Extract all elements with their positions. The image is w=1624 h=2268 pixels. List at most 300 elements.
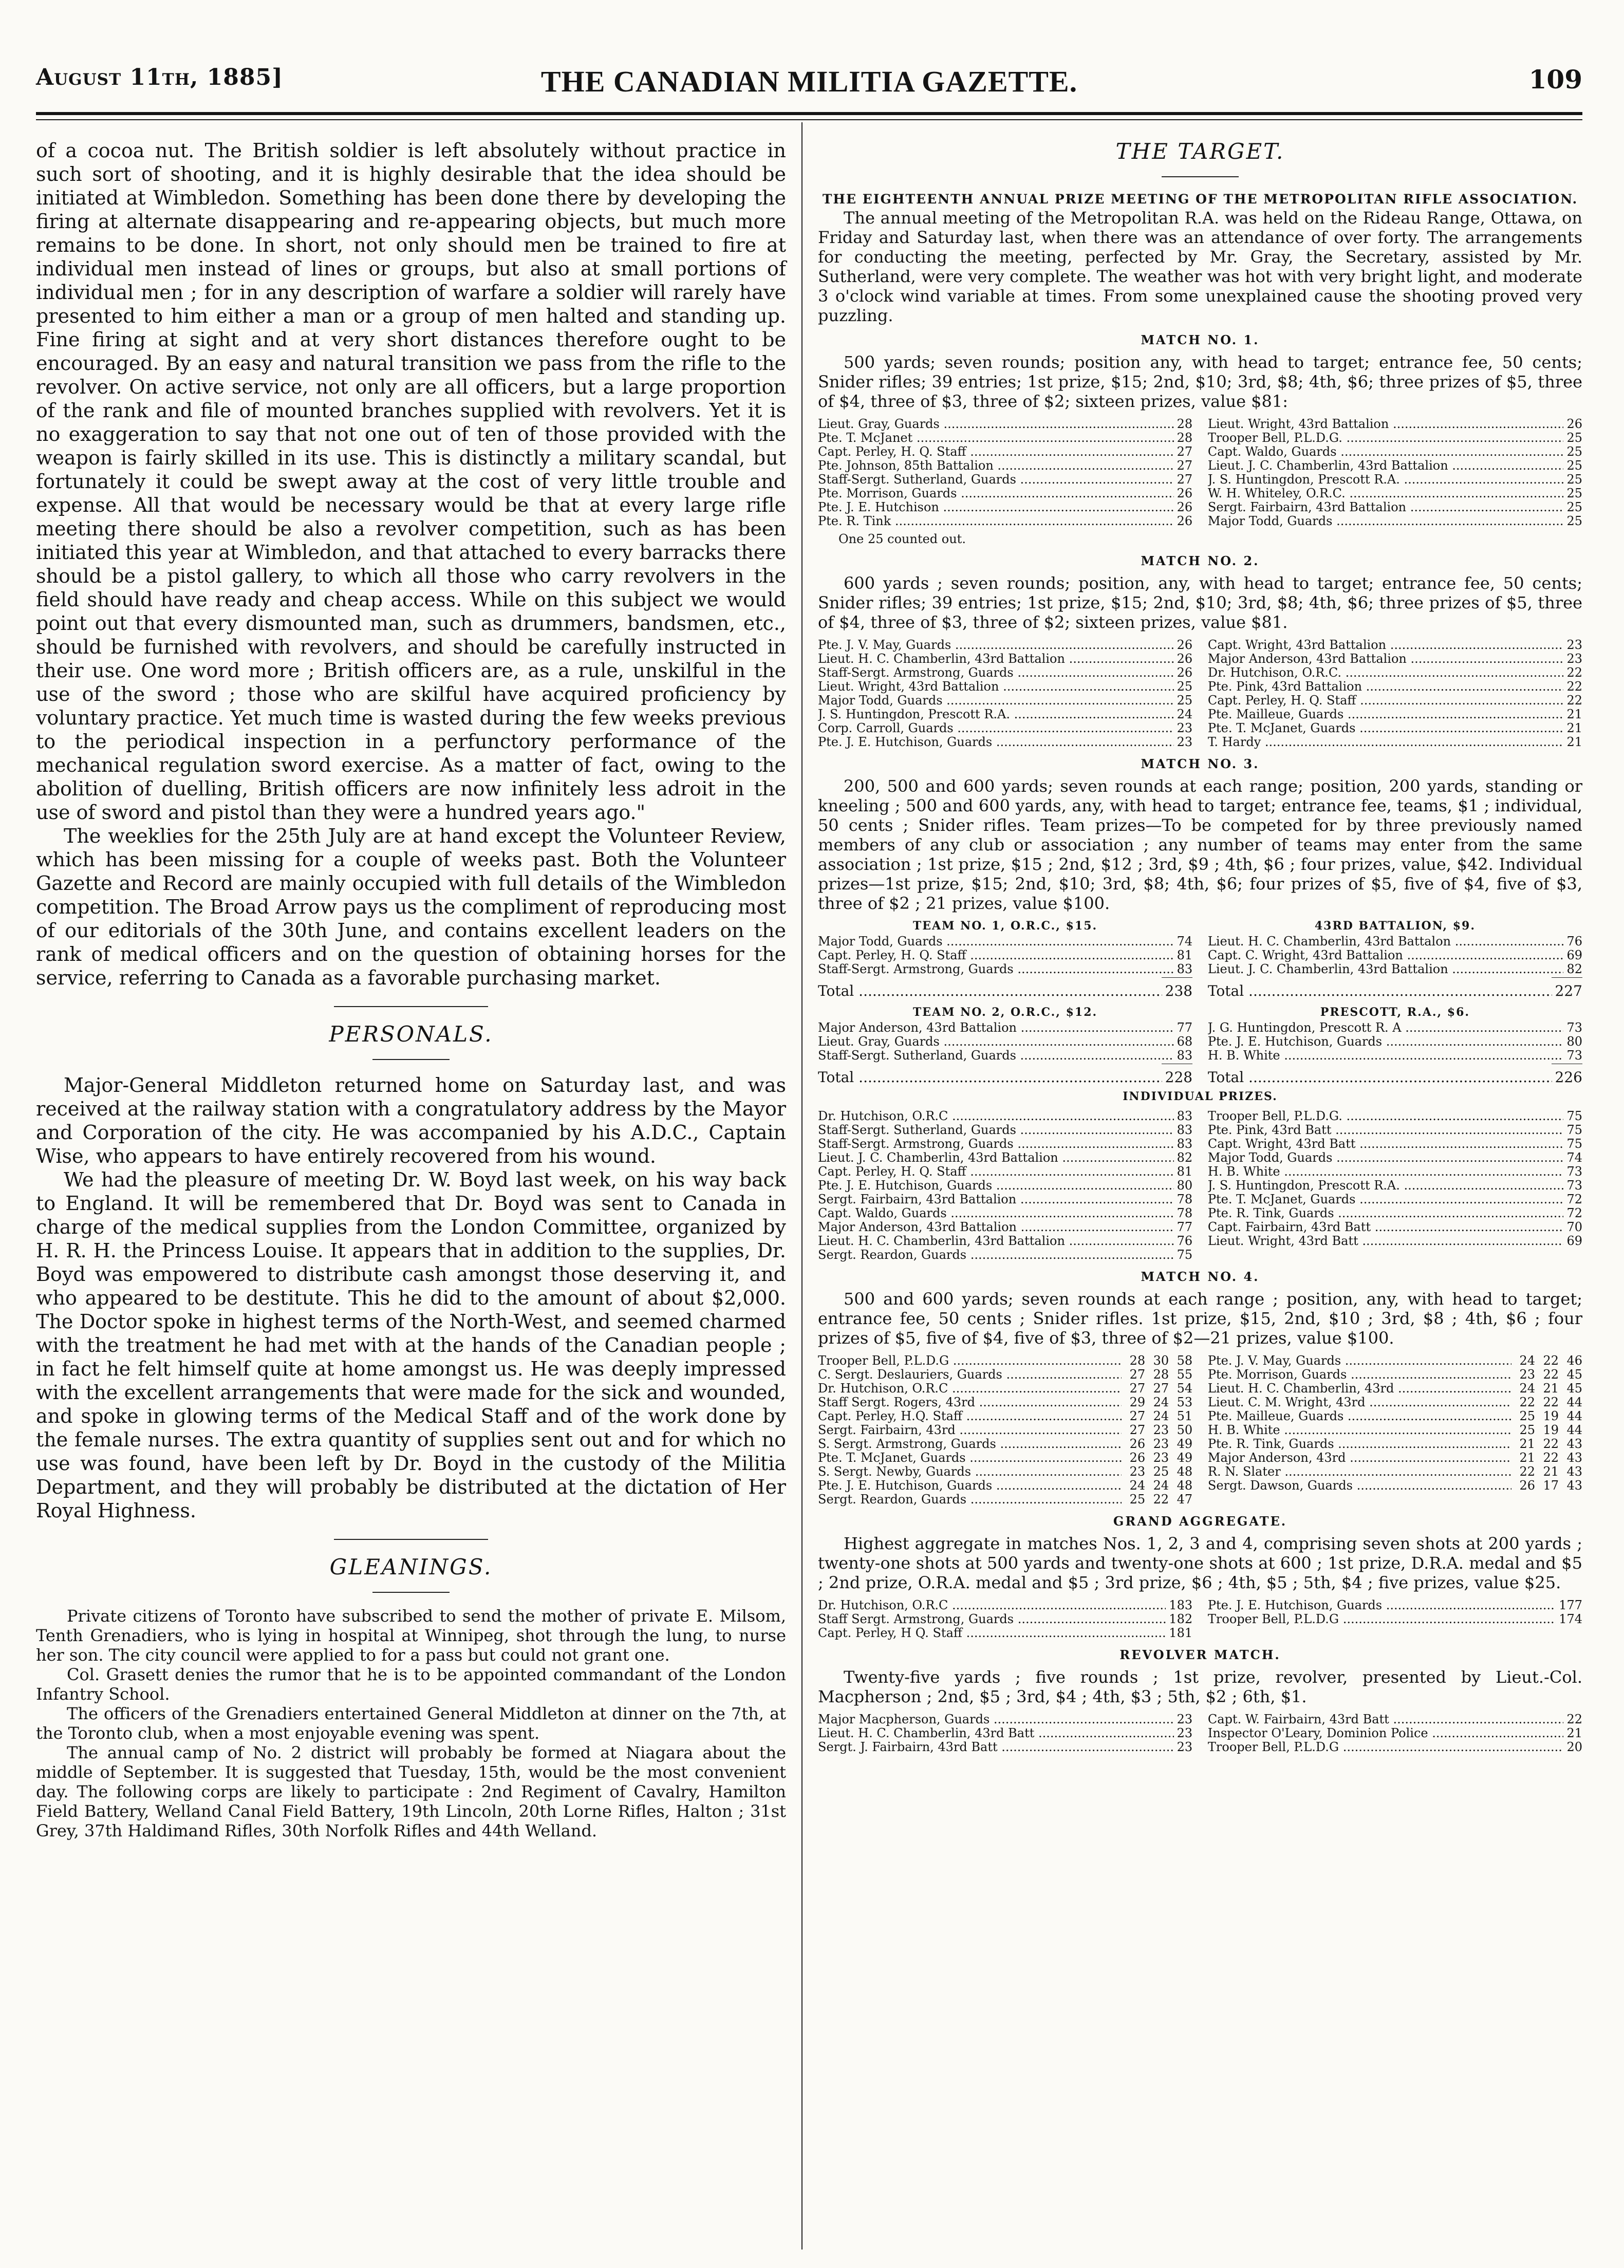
competitor-name: Lieut. H. C. Chamberlin, 43rd .....: [1208, 1382, 1511, 1396]
score-value: 27: [1129, 1409, 1146, 1423]
score-value: 22: [1566, 665, 1582, 680]
score-row: [1208, 1193, 1582, 1206]
competitor-name: Major Anderson, 43rd Battalion .....: [818, 1220, 1174, 1234]
competitor-name: Staff-Sergt. Armstrong, Guards .....: [818, 1137, 1174, 1151]
score-row: [1208, 1021, 1582, 1035]
score-column: [1208, 1354, 1582, 1507]
score-value: 28: [1177, 417, 1193, 431]
team-table: [818, 919, 1192, 999]
match-4-title: MATCH NO. 4.: [1141, 1269, 1260, 1284]
score-value: 49: [1177, 1451, 1193, 1465]
competitor-name: Major Anderson, 43rd .....: [1208, 1451, 1511, 1465]
score-value: 46: [1566, 1353, 1582, 1368]
score-value: 43: [1566, 1451, 1582, 1465]
score-value: 45: [1566, 1381, 1582, 1396]
competitor-name: J. S. Huntingdon, Prescott R.A. .....: [818, 708, 1174, 721]
score-value: 72: [1566, 1192, 1582, 1206]
score-value: 25: [1566, 472, 1582, 487]
competitor-name: C. Sergt. Deslauriers, Guards .....: [818, 1368, 1122, 1382]
competitor-name: Staff Sergt. Rogers, 43rd .....: [818, 1396, 1122, 1409]
competitor-name: H. B. White .....: [1208, 1423, 1511, 1437]
score-value: 25: [1129, 1492, 1146, 1507]
intro-paragraph: The annual meeting of the Metropolitan R.A. was held on the Rideau Range, Ottawa, on Friday and Saturday last, when there was an attendance of over forty. The arrangements for conducting the meeting, perfected by Mr. Gray, the Secretary, assisted by Mr. Sutherland, were very complete. The weather was hot with very bright light, and moderate 3 o'clock wind variable at times. From some unexplained cause the shooting proved very puzzling.: [818, 208, 1582, 325]
team-results-row-1: [818, 919, 1582, 999]
score-value: 48: [1177, 1478, 1193, 1493]
score-value: 26: [1177, 638, 1193, 652]
score-value: 22: [1543, 1353, 1559, 1368]
total-label: Total .....: [1208, 1069, 1552, 1086]
score-value: 22: [1543, 1395, 1559, 1409]
score-value: 69: [1566, 948, 1582, 962]
score-value: 181: [1169, 1626, 1193, 1640]
score-value: 27: [1177, 458, 1193, 473]
score-row: [818, 708, 1192, 721]
competitor-name: Lieut. H. C. Chamberlin, 43rd Battalon .....: [1208, 935, 1564, 949]
score-value: 23: [1153, 1423, 1169, 1437]
total-rule: [1162, 977, 1192, 978]
team-results-row-2: [818, 1006, 1582, 1086]
match-4-scores: [818, 1354, 1582, 1507]
total-value: 228: [1165, 1069, 1193, 1086]
score-value: 24: [1519, 1381, 1535, 1396]
total-label: Total .....: [818, 1069, 1162, 1086]
total-label: Total .....: [1208, 983, 1552, 999]
team-title: PRESCOTT, R.A., $6.: [1320, 1006, 1470, 1019]
score-value: 51: [1177, 1409, 1193, 1423]
score-value: 24: [1153, 1409, 1169, 1423]
score-row: [818, 666, 1192, 680]
score-value: 75: [1177, 1248, 1193, 1262]
competitor-name: Capt. Perley, H Q. Staff .....: [818, 1626, 1166, 1640]
score-row: [1208, 1726, 1582, 1740]
score-value: 26: [1177, 665, 1193, 680]
score-value: 182: [1169, 1612, 1193, 1626]
competitor-name: S. Sergt. Armstrong, Guards .....: [818, 1437, 1122, 1451]
individual-prizes-title: INDIVIDUAL PRIZES.: [1123, 1090, 1278, 1103]
section-divider: [334, 1006, 488, 1007]
competitor-name: Staff Sergt. Armstrong, Guards .....: [818, 1612, 1166, 1626]
competitor-name: Lieut. Wright, 43rd Batt .....: [1208, 1234, 1564, 1248]
competitor-name: S. Sergt. Newby, Guards .....: [818, 1465, 1122, 1479]
match-4-description: 500 and 600 yards; seven rounds at each range ; position, any, with head to target; entrance fee, 50 cents ; Snider rifles. 1st prize, $15, 2nd, $10 ; 3rd, $8 ; 4th, $6 ; four prizes of $5, five of $4, five of $3, three of $2—21 prizes, value $100.: [818, 1289, 1582, 1348]
score-value: 75: [1566, 1123, 1582, 1137]
score-value: 26: [1177, 652, 1193, 666]
score-row: [818, 694, 1192, 708]
competitor-name: W. H. Whiteley, O.R.C. .....: [1208, 487, 1564, 500]
page-number: 109: [1528, 64, 1582, 95]
score-column: [818, 1713, 1192, 1754]
score-row: [818, 1220, 1192, 1234]
match-2-scores: [818, 638, 1582, 749]
score-value: 72: [1566, 1206, 1582, 1220]
score-column: [818, 1598, 1192, 1640]
score-row: [1208, 1234, 1582, 1248]
article-paragraph: of a cocoa nut. The British soldier is left absolutely without practice in such sort of shooting, and it is highly desirable that the idea should be initiated at Wimbledon. Something has been done there by developing the firing at alternate disappearing and re-appearing objects, but much more remains to be done. In short, not only should men be trained to fire at individual men instead of lines or groups, but also at small portions of individual men ; for in any description of warfare a soldier will rarely have presented to him either a man or a group of men halted and standing up. Fine firing at sight and at very short distances therefore ought to be encouraged. By an easy and natural transition we pass from the rifle to the revolver. On active service, not only are all officers, but a large proportion of the rank and file of mounted branches supplied with revolvers. Yet it is no exaggeration to say that not one out of ten of those provided with the weapon is fairly skilled in its use. This is distinctly a military scandal, but fortunately it could be swept away at the cost of very little trouble and expense. All that would be necessary would be that at every large rifle meeting there should be also a revolver competition, such as has been initiated this year at Wimbledon, and that attached to every barracks there should be a pistol gallery, to which all those who carry revolvers in the field should have ready and cheap access. While on this subject we would point out that every dismounted man, such as drummers, bandsmen, etc., should be furnished with revolvers, and should be carefully instructed in their use. One word more ; British officers are, as a rule, unskilful in the use of the sword ; those who are skilful have acquired proficiency by voluntary practice. Yet much time is wasted during the few weeks previous to the periodical inspection in a perfunctory performance of the mechanical regulation sword exercise. As a matter of fact, owing to the abolition of duelling, British officers are now infinitely less adroit in the use of sword and pistol than they were a hundred years ago.": [36, 139, 786, 824]
gleaning-item: The annual camp of No. 2 district will probably be formed at Niagara about the middle of September. It is suggested that Tuesday, 15th, would be the most convenient day. The following corps are likely to participate : 2nd Regiment of Cavalry, Hamilton Field Battery, Welland Canal Field Battery, 19th Lincoln, 20th Lorne Rifles, Halton ; 31st Grey, 37th Haldimand Rifles, 30th Norfolk Rifles and 44th Welland.: [36, 1743, 786, 1841]
score-column: [818, 1109, 1192, 1262]
score-row: [1208, 1451, 1582, 1465]
score-row: [818, 1437, 1192, 1451]
score-value: 19: [1543, 1423, 1559, 1437]
score-row: [1208, 935, 1582, 949]
score-row: [1208, 1109, 1582, 1123]
competitor-name: Capt. Waldo, Guards .....: [1208, 445, 1564, 459]
competitor-name: Lieut. C. M. Wright, 43rd .....: [1208, 1396, 1511, 1409]
score-row: [1208, 1049, 1582, 1063]
heading-rule: [372, 1059, 450, 1060]
score-value: 83: [1177, 1048, 1193, 1063]
score-value: 81: [1177, 1164, 1193, 1179]
page-header: [36, 64, 1582, 100]
score-value: 68: [1177, 1034, 1193, 1049]
revolver-scores: [818, 1713, 1582, 1754]
score-value: 21: [1543, 1464, 1559, 1479]
team-table: [818, 1006, 1192, 1086]
score-value: 25: [1566, 444, 1582, 459]
score-row: [1208, 1612, 1582, 1626]
competitor-name: H. B. White .....: [1208, 1165, 1564, 1179]
score-row: [1208, 445, 1582, 459]
match-2-title: MATCH NO. 2.: [1141, 553, 1260, 568]
team-total-row: [1208, 1069, 1582, 1086]
score-row: [1208, 514, 1582, 528]
score-row: [1208, 1437, 1582, 1451]
competitor-name: Pte. R. Tink .....: [818, 514, 1174, 528]
competitor-name: Pte. Pink, 43rd Batt .....: [1208, 1123, 1564, 1137]
header-date: August 11th, 1885]: [36, 64, 283, 90]
score-row: [818, 638, 1192, 652]
score-row: [1208, 1354, 1582, 1368]
score-row: [818, 1726, 1192, 1740]
score-column: [818, 638, 1192, 749]
score-value: 27: [1129, 1423, 1146, 1437]
score-value: 174: [1559, 1612, 1582, 1626]
masthead-title: THE CANADIAN MILITIA GAZETTE.: [540, 65, 1078, 98]
score-value: 21: [1566, 1726, 1582, 1740]
competitor-name: Major Todd, Guards .....: [1208, 1151, 1564, 1165]
score-value: 23: [1519, 1367, 1535, 1382]
competitor-name: Major Macpherson, Guards .....: [818, 1713, 1174, 1726]
score-row: [1208, 1220, 1582, 1234]
score-value: 49: [1177, 1437, 1193, 1451]
team-table: [1208, 919, 1582, 999]
score-row: [818, 721, 1192, 735]
score-value: 183: [1169, 1598, 1193, 1612]
score-value: 21: [1566, 721, 1582, 735]
score-row: [1208, 1179, 1582, 1193]
score-value: 30: [1153, 1353, 1169, 1368]
score-value: 76: [1566, 934, 1582, 949]
score-value: 27: [1177, 444, 1193, 459]
score-row: [818, 1626, 1192, 1640]
score-row: [1208, 708, 1582, 721]
score-value: 73: [1566, 1020, 1582, 1035]
score-row: [1208, 1465, 1582, 1479]
score-value: 24: [1153, 1478, 1169, 1493]
score-value: 26: [1177, 500, 1193, 514]
score-row: [818, 1493, 1192, 1507]
competitor-name: Dr. Hutchison, O.R.C .....: [818, 1598, 1166, 1612]
score-value: 28: [1153, 1367, 1169, 1382]
competitor-name: Lieut. J. C. Chamberlin, 43rd Battalion .....: [818, 1151, 1174, 1165]
score-row: [1208, 694, 1582, 708]
competitor-name: Capt. Wright, 43rd Battalion .....: [1208, 638, 1564, 652]
score-row: [818, 1248, 1192, 1262]
score-value: 73: [1566, 1164, 1582, 1179]
competitor-name: Pte. Johnson, 85th Battalion .....: [818, 459, 1174, 473]
gleaning-item: Private citizens of Toronto have subscribed to send the mother of private E. Milsom, Tenth Grenadiers, who is lying in hospital at Winnipeg, shot through the lung, to nurse her son. The city council were applied to for a pass but could not grant one.: [36, 1606, 786, 1665]
score-value: 26: [1177, 486, 1193, 500]
score-value: 83: [1177, 962, 1193, 976]
competitor-name: Trooper Bell, P.L.D.G .....: [1208, 1740, 1564, 1754]
score-value: 77: [1177, 1220, 1193, 1234]
team-title: TEAM NO. 2, O.R.C., $12.: [912, 1006, 1098, 1019]
score-value: 24: [1129, 1478, 1146, 1493]
score-row: [1208, 721, 1582, 735]
total-value: 227: [1555, 982, 1582, 999]
competitor-name: Pte. T. McJanet, Guards .....: [1208, 1193, 1564, 1206]
competitor-name: Pte. Morrison, Guards .....: [818, 487, 1174, 500]
score-value: 21: [1566, 707, 1582, 721]
competitor-name: Capt. Perley, H. Q. Staff .....: [1208, 694, 1564, 708]
score-row: [818, 680, 1192, 694]
score-row: [818, 1123, 1192, 1137]
competitor-name: Pte. Pink, 43rd Battalion .....: [1208, 680, 1564, 694]
competitor-name: Major Todd, Guards .....: [1208, 514, 1564, 528]
competitor-name: Pte. T. McJanet, Guards .....: [1208, 721, 1564, 735]
score-row: [818, 1396, 1192, 1409]
score-row: [818, 1423, 1192, 1437]
score-row: [1208, 735, 1582, 749]
competitor-name: Pte. T. McJanet, Guards .....: [818, 1451, 1122, 1465]
competitor-name: Corp. Carroll, Guards .....: [818, 721, 1174, 735]
score-value: 22: [1543, 1367, 1559, 1382]
score-column: [1208, 417, 1582, 528]
score-row: [1208, 949, 1582, 962]
competitor-name: R. N. Slater .....: [1208, 1465, 1511, 1479]
score-value: 22: [1519, 1464, 1535, 1479]
competitor-name: Lieut. J. C. Chamberlin, 43rd Battalion .....: [1208, 962, 1564, 976]
score-value: 25: [1153, 1464, 1169, 1479]
competitor-name: Pte. R. Tink, Guards .....: [1208, 1437, 1511, 1451]
score-value: 28: [1177, 431, 1193, 445]
competitor-name: Pte. J. E. Hutchison, Guards .....: [1208, 1598, 1556, 1612]
competitor-name: Staff-Sergt. Sutherland, Guards .....: [818, 1123, 1174, 1137]
header-rule-thin: [36, 119, 1582, 120]
score-row: [818, 487, 1192, 500]
column-divider: [801, 122, 802, 2250]
score-row: [1208, 431, 1582, 445]
score-value: 24: [1519, 1353, 1535, 1368]
score-value: 76: [1177, 1234, 1193, 1248]
grand-aggregate-description: Highest aggregate in matches Nos. 1, 2, 3 and 4, comprising seven shots at 200 yards ; twenty-one shots at 500 yards and twenty-one shots at 600 ; 1st prize, D.R.A. medal and $5 ; 2nd prize, O.R.A. medal and $5 ; 3rd prize, $6 ; 4th, $5 ; 5th, $4 ; five prizes, value $25.: [818, 1534, 1582, 1592]
competitor-name: Capt. Perley, H. Q. Staff .....: [818, 949, 1174, 962]
score-value: 83: [1177, 1109, 1193, 1123]
competitor-name: Sergt. Fairbairn, 43rd .....: [818, 1423, 1122, 1437]
score-row: [818, 445, 1192, 459]
individual-prizes-scores: [818, 1109, 1582, 1262]
score-column: [1208, 638, 1582, 749]
competitor-name: Major Todd, Guards .....: [818, 935, 1174, 949]
score-value: 27: [1153, 1381, 1169, 1396]
score-value: 17: [1543, 1478, 1559, 1493]
competitor-name: Trooper Bell, P.L.D.G .....: [1208, 1612, 1556, 1626]
score-row: [818, 500, 1192, 514]
score-value: 74: [1177, 934, 1193, 949]
competitor-name: J. G. Huntingdon, Prescott R. A .....: [1208, 1021, 1564, 1035]
score-value: 43: [1566, 1464, 1582, 1479]
score-value: 26: [1566, 417, 1582, 431]
score-row: [1208, 666, 1582, 680]
score-row: [1208, 1206, 1582, 1220]
score-value: 21: [1519, 1437, 1535, 1451]
competitor-name: Capt. C. Wright, 43rd Battalion .....: [1208, 949, 1564, 962]
competitor-name: Pte. J. E. Hutchison, Guards .....: [818, 1479, 1122, 1493]
grand-aggregate-scores: [818, 1598, 1582, 1640]
competitor-name: Major Todd, Guards .....: [818, 694, 1174, 708]
score-value: 83: [1177, 1123, 1193, 1137]
score-row: [818, 1740, 1192, 1754]
score-value: 50: [1177, 1423, 1193, 1437]
score-row: [818, 735, 1192, 749]
score-row: [818, 1612, 1192, 1626]
score-row: [1208, 487, 1582, 500]
score-row: [1208, 1382, 1582, 1396]
score-value: 78: [1177, 1206, 1193, 1220]
score-value: 25: [1566, 500, 1582, 514]
score-value: 177: [1559, 1598, 1582, 1612]
score-row: [818, 1109, 1192, 1123]
score-column: [1208, 1713, 1582, 1754]
score-row: [1208, 1123, 1582, 1137]
score-value: 23: [1177, 721, 1193, 735]
score-row: [1208, 473, 1582, 487]
score-value: 25: [1566, 458, 1582, 473]
score-row: [818, 1049, 1192, 1063]
score-value: 19: [1543, 1409, 1559, 1423]
score-row: [1208, 1409, 1582, 1423]
score-value: 22: [1566, 693, 1582, 708]
score-value: 27: [1129, 1367, 1146, 1382]
competitor-name: Pte. J. V. May, Guards .....: [818, 638, 1174, 652]
gleaning-item: The officers of the Grenadiers entertained General Middleton at dinner on the 7th, at the Toronto club, when a most enjoyable evening was spent.: [36, 1704, 786, 1743]
score-row: [818, 417, 1192, 431]
competitor-name: Capt. Perley, H. Q. Staff .....: [818, 1165, 1174, 1179]
article-paragraph: The weeklies for the 25th July are at hand except the Volunteer Review, which has been missing for a couple of weeks past. Both the Volunteer Gazette and Record are mainly occupied with full details of the Wimbledon competition. The Broad Arrow pays us the compliment of reproducing most of our editorials of the 30th June, and contains excellent leaders on the rank of medical officers and on the question of obtaining horses for the service, referring to Canada as a favorable purchasing market.: [36, 825, 786, 989]
competitor-name: Lieut. Wright, 43rd Battalion .....: [818, 680, 1174, 694]
competitor-name: Inspector O'Leary, Dominion Police .....: [1208, 1726, 1564, 1740]
revolver-match-title: REVOLVER MATCH.: [1119, 1647, 1281, 1662]
score-value: 24: [1177, 707, 1193, 721]
score-value: 26: [1129, 1437, 1146, 1451]
score-row: [818, 1598, 1192, 1612]
competitor-name: Staff-Sergt. Armstrong, Guards .....: [818, 666, 1174, 680]
right-column: [818, 139, 1582, 1758]
score-row: [818, 1713, 1192, 1726]
competitor-name: Pte. Mailleue, Guards .....: [1208, 708, 1564, 721]
score-value: 26: [1129, 1451, 1146, 1465]
score-value: 74: [1566, 1150, 1582, 1165]
gleaning-item: Col. Grasett denies the rumor that he is to be appointed commandant of the London Infantry School.: [36, 1665, 786, 1704]
score-value: 81: [1177, 948, 1193, 962]
score-row: [1208, 1598, 1582, 1612]
competitor-name: Pte. J. E. Hutchison, Guards .....: [818, 735, 1174, 749]
team-table: [1208, 1006, 1582, 1086]
score-row: [818, 1193, 1192, 1206]
competitor-name: Sergt. Dawson, Guards .....: [1208, 1479, 1511, 1493]
score-row: [818, 459, 1192, 473]
score-value: 22: [1519, 1395, 1535, 1409]
score-column: [818, 417, 1192, 528]
competitor-name: Pte. J. E. Hutchison, Guards .....: [818, 1179, 1174, 1193]
score-value: 28: [1129, 1353, 1146, 1368]
score-value: 54: [1177, 1381, 1193, 1396]
competitor-name: Lieut. H. C. Chamberlin, 43rd Battalion .....: [818, 1234, 1174, 1248]
competitor-name: Trooper Bell, P.L.D.G. .....: [1208, 431, 1564, 445]
score-row: [818, 1382, 1192, 1396]
competitor-name: Staff-Sergt. Armstrong, Guards .....: [818, 962, 1174, 976]
competitor-name: Lieut. H. C. Chamberlin, 43rd Batt .....: [818, 1726, 1174, 1740]
article-subheading: THE EIGHTEENTH ANNUAL PRIZE MEETING OF THE METROPOLITAN RIFLE ASSOCIATION.: [822, 192, 1578, 207]
score-row: [1208, 1035, 1582, 1049]
score-row: [1208, 459, 1582, 473]
competitor-name: Staff-Sergt. Sutherland, Guards .....: [818, 1049, 1174, 1063]
score-value: 82: [1177, 1150, 1193, 1165]
score-value: 25: [1566, 514, 1582, 528]
score-value: 23: [1177, 1740, 1193, 1754]
score-value: 29: [1129, 1395, 1146, 1409]
score-row: [818, 1206, 1192, 1220]
score-value: 24: [1153, 1395, 1169, 1409]
score-value: 23: [1566, 652, 1582, 666]
match-3-title: MATCH NO. 3.: [1141, 756, 1260, 771]
score-row: [1208, 652, 1582, 666]
competitor-name: Pte. T. McJanet .....: [818, 431, 1174, 445]
score-row: [818, 473, 1192, 487]
competitor-name: Major Anderson, 43rd Battalion .....: [1208, 652, 1564, 666]
competitor-name: Lieut. J. C. Chamberlin, 43rd Battalion .....: [1208, 459, 1564, 473]
score-value: 44: [1566, 1395, 1582, 1409]
header-rule: [36, 112, 1582, 115]
score-value: 47: [1177, 1492, 1193, 1507]
score-value: 75: [1566, 1137, 1582, 1151]
competitor-name: Trooper Bell, P.L.D.G .....: [818, 1354, 1122, 1368]
score-row: [818, 652, 1192, 666]
score-row: [818, 1354, 1192, 1368]
score-row: [818, 935, 1192, 949]
score-value: 25: [1566, 486, 1582, 500]
score-value: 75: [1566, 1109, 1582, 1123]
score-row: [818, 1137, 1192, 1151]
score-value: 26: [1519, 1478, 1535, 1493]
team-total-row: [1208, 983, 1582, 999]
team-total-row: [818, 1069, 1192, 1086]
competitor-name: Sergt. Fairbairn, 43rd Battalion .....: [818, 1193, 1174, 1206]
score-value: 80: [1177, 1178, 1193, 1193]
score-row: [818, 1179, 1192, 1193]
score-value: 26: [1177, 514, 1193, 528]
score-row: [1208, 1137, 1582, 1151]
score-row: [1208, 1151, 1582, 1165]
competitor-name: Dr. Hutchison, O.R.C .....: [818, 1109, 1174, 1123]
score-value: 45: [1566, 1367, 1582, 1382]
heading-rule: [1162, 176, 1239, 177]
section-heading-personals: PERSONALS.: [329, 1021, 493, 1047]
competitor-name: Lieut. Wright, 43rd Battalion .....: [1208, 417, 1564, 431]
section-heading-target: THE TARGET.: [1115, 139, 1285, 164]
score-row: [1208, 417, 1582, 431]
score-value: 70: [1566, 1220, 1582, 1234]
